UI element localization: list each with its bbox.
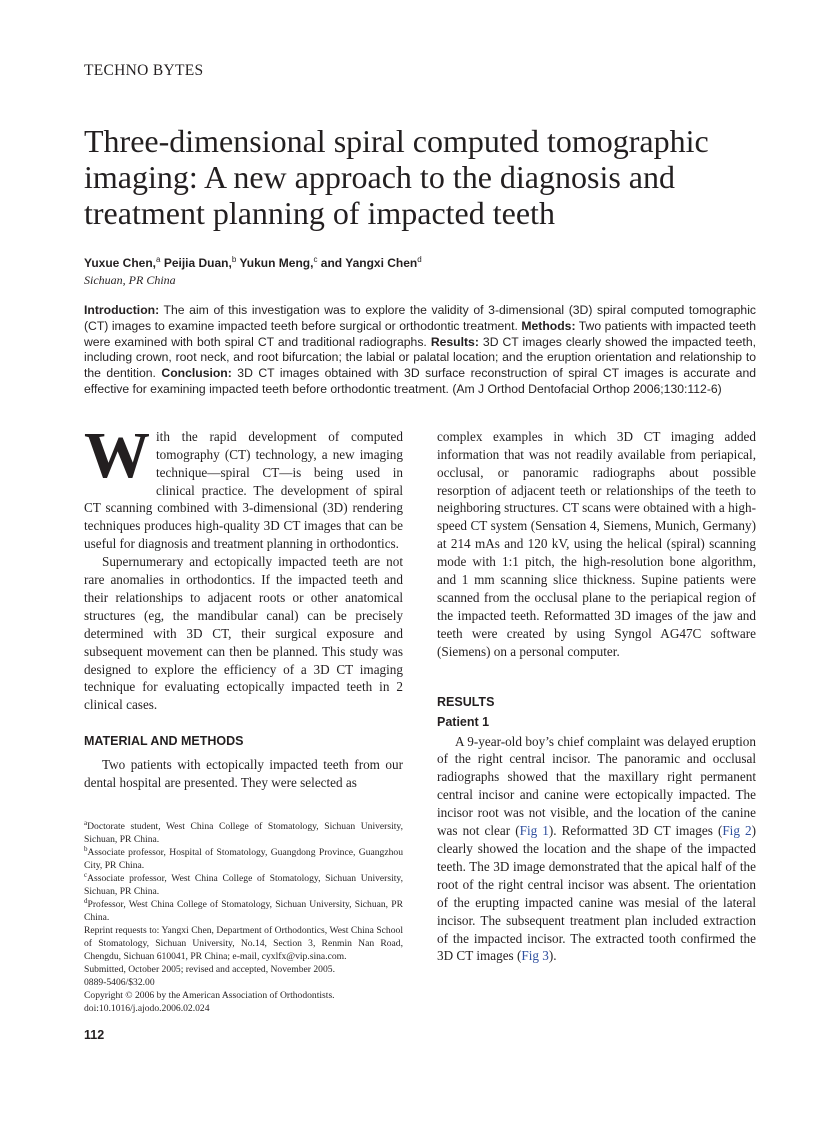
author-list: [84, 255, 756, 271]
footnote-sup: c: [84, 870, 88, 879]
paragraph-text: ).: [548, 948, 557, 964]
footnote-text: Professor, West China College of Stomatology, Sichuan University, Sichuan, PR China.: [84, 899, 403, 924]
footnote-text: Associate professor, West China College of Stomatology, Sichuan University, Sichuan, PR China.: [84, 873, 403, 898]
reprint-requests: Reprint requests to: Yangxi Chen, Department of Orthodontics, West China School of Stomatology, Sichuan University, No.14, Section 3, Renmin Nan Road, Chengdu, Sichuan 610041, PR China; e-mail, cyxlfx@vip.sina.com.: [84, 925, 403, 963]
footnote-text: Associate professor, Hospital of Stomatology, Guangdong Province, Guangzhou City, PR China.: [84, 847, 403, 872]
section-label: TECHNO BYTES: [84, 62, 204, 79]
footnote-sup: a: [84, 818, 88, 827]
abstract-results: 3D CT images clearly showed the impacted teeth, including crown, root neck, and root bifurcation; the labial or palatal location; and the eruption orientation and relationship to the dentition.: [84, 334, 756, 381]
body-paragraph: complex examples in which 3D CT imaging added information that was not readily available from periapical, occlusal, or panoramic radiographs about possible resorption of adjacent teeth or relationships of the teeth to neighboring structures. CT scans were obtained with a high-speed CT system (Sensation 4, Siemens, Munich, Germany) at 214 mAs and 120 kV, using the helical (spiral) scanning mode with 1:1 pitch, the high-resolution bone algorithm, and 1 mm scanning slice thickness. Supine patients were scanned from the occlusal plane to the periapical region of the impacted teeth. Reformatted 3D images of the jaw and teeth were created by using Syngol AG47C software (Siemens) on a personal computer.: [437, 428, 756, 659]
author: Yukun Meng,: [239, 256, 314, 270]
abstract-methods-label: Methods:: [521, 318, 576, 333]
page-number: 112: [84, 1028, 105, 1043]
figure-link[interactable]: Fig 2: [722, 823, 752, 839]
footnote-sup: b: [84, 844, 88, 853]
body-paragraph: Two patients with ectopically impacted teeth from our dental hospital are presented. They were selected as: [84, 757, 403, 791]
abstract-intro: The aim of this investigation was to explore the validity of 3-dimensional (3D) spiral computed tomographic (CT) images to examine impacted teeth before surgical or orthodontic treatment.: [84, 303, 756, 333]
article-title: Three-dimensional spiral computed tomographic imaging: A new approach to the diagnosis and treatment planning of impacted teeth: [84, 123, 709, 231]
paragraph-text: ) clearly showed the location and the shape of the impacted teeth. The 3D image demonstrated that the apical half of the root of the right central incisor was absent. The orientation of the erupting impacted canine was mesial of the lateral incisor. The subsequent treatment plan included extraction of the impacted incisor. The extracted tooth confirmed the 3D CT images (: [437, 823, 757, 964]
doi[interactable]: doi:10.1016/j.ajodo.2006.02.024: [84, 1003, 210, 1015]
figure-link[interactable]: Fig 1: [519, 823, 549, 839]
abstract-conclusion-label: Conclusion:: [161, 366, 232, 381]
author-sup: d: [417, 255, 422, 264]
abstract-results-label: Results:: [430, 334, 479, 349]
figure-link[interactable]: Fig 3: [521, 948, 549, 964]
footnote: [84, 872, 403, 898]
drop-cap: W: [84, 418, 150, 492]
left-column: [84, 418, 403, 1043]
author-sup: a: [156, 255, 161, 264]
footnote-text: Doctorate student, West China College of Stomatology, Sichuan University, Sichuan, PR China.: [84, 821, 403, 846]
author: and Yangxi Chen: [320, 256, 418, 270]
footnote-sup: d: [84, 896, 88, 905]
paragraph-text: A 9-year-old boy’s chief complaint was delayed eruption of the right central incisor. The panoramic and occlusal radiographs showed that the maxillary right permanent central incisor and canine were ectopically impacted. The incisor root was not visible, and the location of the canine was not clear (: [437, 733, 756, 839]
subheading-patient-1: Patient 1: [437, 714, 490, 729]
section-heading-methods: MATERIAL AND METHODS: [84, 734, 244, 749]
footnote: [84, 846, 403, 872]
abstract: [84, 303, 756, 398]
author-sup: c: [313, 255, 318, 264]
author: Yuxue Chen,: [84, 256, 157, 270]
body-columns: [84, 418, 757, 1043]
body-paragraph: [437, 733, 756, 966]
paragraph-text: ). Reformatted 3D CT images (: [548, 823, 723, 839]
section-heading-results: RESULTS: [437, 694, 495, 709]
author-sup: b: [231, 255, 237, 264]
copyright: Copyright © 2006 by the American Association of Orthodontists.: [84, 990, 335, 1002]
body-paragraph: Supernumerary and ectopically impacted teeth are not rare anomalies in orthodontics. If the impacted teeth and their relationships to adjacent roots or other anatomical structures (eg, the mandibular canal) can be precisely determined with 3D CT, their surgical exposure and subsequent movement can then be planned. This study was designed to explore the efficiency of a 3D CT imaging technique for evaluating ectopically impacted teeth in 2 clinical cases.: [84, 554, 403, 713]
footnote: [84, 898, 403, 924]
body-paragraph: [84, 418, 403, 553]
paragraph-text: ith the rapid development of computed tomography (CT) technology, a new imaging technique—spiral CT—is being used in clinical practice. The development of spiral CT scanning combined with 3-dimensional (3D) rendering techniques produces high-quality 3D CT images that can be useful for diagnosis and treatment planning in orthodontics.: [84, 428, 403, 552]
author: Peijia Duan,: [163, 256, 232, 270]
issn: 0889-5406/$32.00: [84, 977, 155, 989]
abstract-intro-label: Introduction:: [84, 303, 160, 317]
abstract-conclusion: 3D CT images obtained with 3D surface reconstruction of spiral CT images is accurate and effective for examining impacted teeth before orthodontic treatment. (Am J Orthod Dentofacial Orthop 2006;130:112-6): [84, 366, 756, 396]
footnote: [84, 820, 403, 846]
affiliation: Sichuan, PR China: [84, 273, 176, 287]
submission-dates: Submitted, October 2005; revised and accepted, November 2005.: [84, 964, 335, 976]
right-column: [437, 428, 756, 1043]
abstract-methods: Two patients with impacted teeth were examined with both spiral CT and traditional radiographs.: [84, 318, 756, 349]
footnotes: [84, 820, 403, 1015]
